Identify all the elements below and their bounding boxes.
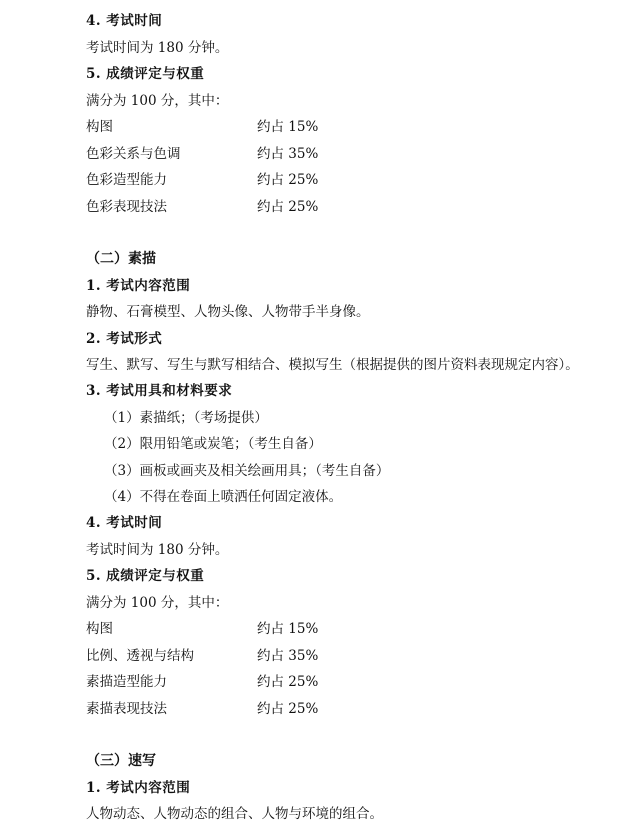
heading-grading: 5. 成绩评定与权重: [86, 568, 205, 584]
weight-item: 比例、透视与结构: [86, 648, 194, 664]
weight-item: 色彩表现技法: [86, 199, 167, 215]
full-score-text: 满分为 100 分，其中：: [86, 595, 229, 611]
heading-exam-time: 4. 考试时间: [86, 13, 163, 29]
content-scope-text: 人物动态、人物动态的组合、人物与环境的组合。: [86, 806, 383, 822]
weight-item: 构图: [86, 621, 113, 637]
heading-grading: 5. 成绩评定与权重: [86, 66, 205, 82]
weight-row: [86, 620, 486, 638]
weight-value: 约占 25%: [257, 701, 319, 717]
content-scope-text: 静物、石膏模型、人物头像、人物带手半身像。: [86, 304, 370, 320]
weight-value: 约占 35%: [257, 648, 319, 664]
exam-time-text: 考试时间为 180 分钟。: [86, 40, 229, 56]
weight-row: [86, 673, 486, 691]
weight-item: 构图: [86, 119, 113, 135]
heading-exam-form: 2. 考试形式: [86, 331, 163, 347]
tool-item: （4）不得在卷面上喷洒任何固定液体。: [104, 489, 343, 505]
exam-form-text: 写生、默写、写生与默写相结合、模拟写生（根据提供的图片资料表现规定内容）。: [86, 357, 579, 373]
weight-item: 色彩关系与色调: [86, 146, 181, 162]
weight-row: [86, 118, 486, 136]
heading-content-scope: 1. 考试内容范围: [86, 278, 191, 294]
weight-item: 色彩造型能力: [86, 172, 167, 188]
weight-value: 约占 15%: [257, 119, 319, 135]
weight-row: [86, 171, 486, 189]
tool-item: （2）限用铅笔或炭笔；（考生自备）: [104, 436, 322, 452]
weight-row: [86, 145, 486, 163]
weight-row: [86, 700, 486, 718]
weight-value: 约占 25%: [257, 674, 319, 690]
weight-value: 约占 25%: [257, 199, 319, 215]
exam-time-text: 考试时间为 180 分钟。: [86, 542, 229, 558]
tool-item: （1）素描纸；（考场提供）: [104, 410, 268, 426]
weight-row: [86, 647, 486, 665]
full-score-text: 满分为 100 分，其中：: [86, 93, 229, 109]
heading-tools: 3. 考试用具和材料要求: [86, 383, 233, 399]
heading-exam-time: 4. 考试时间: [86, 515, 163, 531]
weight-item: 素描表现技法: [86, 701, 167, 717]
section-title-sketch: （二）素描: [86, 251, 156, 267]
weight-value: 约占 25%: [257, 172, 319, 188]
weight-row: [86, 198, 486, 216]
weight-item: 素描造型能力: [86, 674, 167, 690]
section-title-speed-sketch: （三）速写: [86, 753, 156, 769]
weight-value: 约占 15%: [257, 621, 319, 637]
heading-content-scope: 1. 考试内容范围: [86, 780, 191, 796]
tool-item: （3）画板或画夹及相关绘画用具；（考生自备）: [104, 463, 390, 479]
weight-value: 约占 35%: [257, 146, 319, 162]
